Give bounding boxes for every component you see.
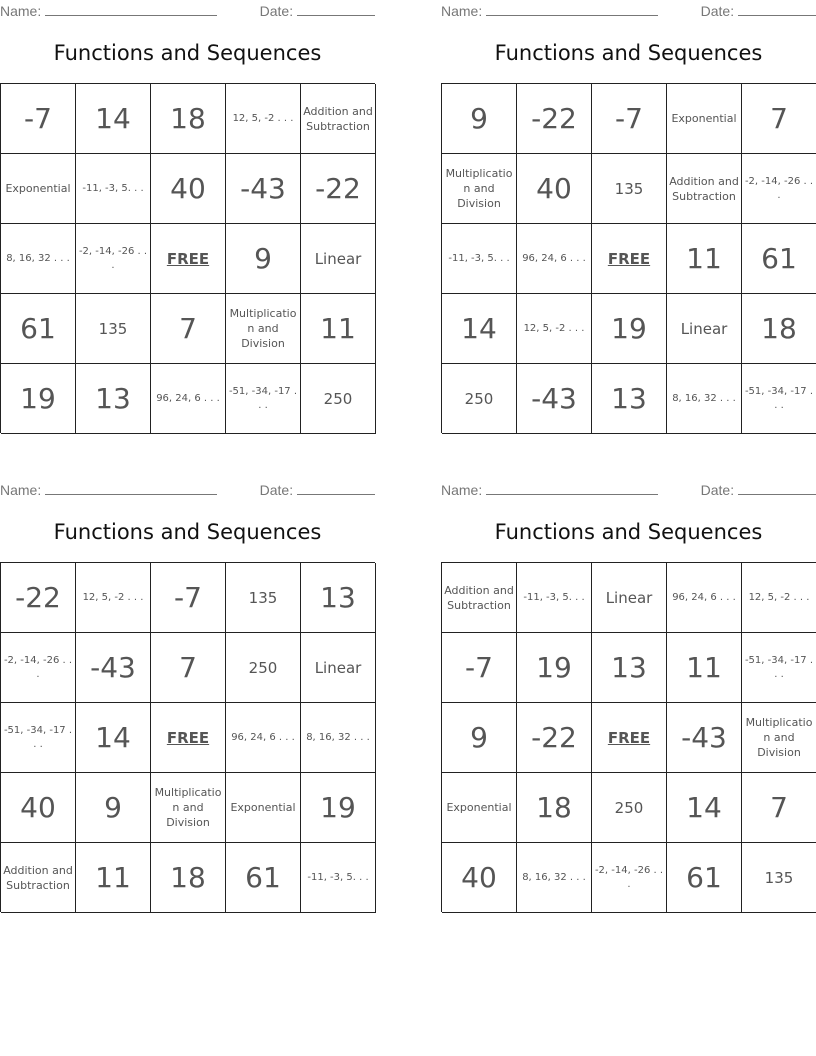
date-blank-line [297, 3, 375, 16]
bingo-card [0, 0, 375, 415]
bingo-cell: 9 [442, 703, 517, 773]
bingo-cell: Addition and Subtraction [442, 563, 517, 633]
bingo-cell: 7 [742, 773, 816, 843]
bingo-cell: -11, -3, 5. . . [76, 154, 151, 224]
name-date-row [441, 0, 816, 22]
date-blank-line [738, 482, 816, 495]
name-field [0, 3, 217, 19]
bingo-cell: Multiplication and Division [442, 154, 517, 224]
date-label: Date: [259, 482, 294, 498]
bingo-grid [0, 562, 375, 912]
bingo-cell: -7 [1, 84, 76, 154]
bingo-card [441, 0, 816, 415]
bingo-cell: -22 [517, 84, 592, 154]
bingo-cell: -7 [442, 633, 517, 703]
bingo-cell: 11 [76, 843, 151, 913]
bingo-cell: -22 [1, 563, 76, 633]
bingo-cell: -7 [592, 84, 667, 154]
bingo-cell: -43 [76, 633, 151, 703]
name-blank-line [45, 3, 217, 16]
bingo-cell: Addition and Subtraction [667, 154, 742, 224]
bingo-cell: 96, 24, 6 . . . [517, 224, 592, 294]
name-blank-line [486, 482, 658, 495]
bingo-cell: Addition and Subtraction [1, 843, 76, 913]
name-field [0, 482, 217, 498]
bingo-cell: -2, -14, -26 . . . [742, 154, 816, 224]
date-field [260, 3, 375, 19]
card-title: Functions and Sequences [53, 41, 322, 65]
bingo-cell: 8, 16, 32 . . . [1, 224, 76, 294]
bingo-cell: -22 [517, 703, 592, 773]
bingo-cell: Linear [301, 224, 376, 294]
bingo-cell: -51, -34, -17 . . . [742, 633, 816, 703]
bingo-cell: 135 [76, 294, 151, 364]
card-title: Functions and Sequences [53, 520, 322, 544]
bingo-cell: -22 [301, 154, 376, 224]
bingo-cell: 250 [592, 773, 667, 843]
bingo-cell: 9 [442, 84, 517, 154]
bingo-cell: -2, -14, -26 . . . [1, 633, 76, 703]
name-label: Name: [441, 3, 483, 19]
name-label: Name: [441, 482, 483, 498]
bingo-grid [0, 83, 375, 433]
bingo-grid [441, 83, 816, 433]
bingo-cell: 11 [667, 224, 742, 294]
free-space-cell: FREE [592, 703, 667, 773]
date-label: Date: [259, 3, 294, 19]
bingo-cell: -11, -3, 5. . . [517, 563, 592, 633]
bingo-cell: 40 [1, 773, 76, 843]
free-space-cell: FREE [592, 224, 667, 294]
bingo-cell: -2, -14, -26 . . . [592, 843, 667, 913]
name-blank-line [45, 482, 217, 495]
bingo-cell: -11, -3, 5. . . [301, 843, 376, 913]
bingo-cell: 13 [592, 633, 667, 703]
bingo-cell: 135 [592, 154, 667, 224]
bingo-cell: 11 [667, 633, 742, 703]
bingo-cell: Exponential [1, 154, 76, 224]
bingo-cell: 18 [517, 773, 592, 843]
name-field [441, 482, 658, 498]
bingo-cell: 7 [742, 84, 816, 154]
bingo-cell: 14 [667, 773, 742, 843]
bingo-card [0, 479, 375, 894]
bingo-cell: 18 [742, 294, 816, 364]
bingo-cell: 7 [151, 633, 226, 703]
name-date-row [0, 0, 375, 22]
date-blank-line [738, 3, 816, 16]
bingo-cell: 7 [151, 294, 226, 364]
bingo-cell: 9 [226, 224, 301, 294]
bingo-cell: 61 [1, 294, 76, 364]
bingo-cell: 250 [442, 364, 517, 434]
date-field [260, 482, 375, 498]
bingo-cell: -43 [517, 364, 592, 434]
bingo-cell: 13 [301, 563, 376, 633]
bingo-cell: 61 [226, 843, 301, 913]
bingo-cell: -51, -34, -17 . . . [226, 364, 301, 434]
bingo-cell: 96, 24, 6 . . . [226, 703, 301, 773]
bingo-cell: Exponential [442, 773, 517, 843]
date-blank-line [297, 482, 375, 495]
bingo-cell: 40 [151, 154, 226, 224]
name-label: Name: [0, 3, 42, 19]
bingo-cell: 19 [517, 633, 592, 703]
bingo-cell: Multiplication and Division [742, 703, 816, 773]
name-blank-line [486, 3, 658, 16]
bingo-cell: 12, 5, -2 . . . [742, 563, 816, 633]
bingo-cell: 14 [76, 84, 151, 154]
bingo-cell: 11 [301, 294, 376, 364]
bingo-cell: 8, 16, 32 . . . [517, 843, 592, 913]
date-field [701, 3, 816, 19]
bingo-cell: 18 [151, 84, 226, 154]
name-date-row [441, 479, 816, 501]
bingo-cell: 40 [517, 154, 592, 224]
card-title: Functions and Sequences [494, 41, 763, 65]
date-label: Date: [700, 3, 735, 19]
bingo-cell: -51, -34, -17 . . . [742, 364, 816, 434]
bingo-cell: Multiplication and Division [151, 773, 226, 843]
bingo-cell: Exponential [226, 773, 301, 843]
bingo-cell: 13 [76, 364, 151, 434]
bingo-cell: 61 [667, 843, 742, 913]
bingo-cell: 14 [76, 703, 151, 773]
bingo-cell: 12, 5, -2 . . . [226, 84, 301, 154]
bingo-cell: 135 [226, 563, 301, 633]
bingo-cell: 96, 24, 6 . . . [151, 364, 226, 434]
bingo-card [441, 479, 816, 894]
bingo-cell: 18 [151, 843, 226, 913]
bingo-grid [441, 562, 816, 912]
bingo-cell: 8, 16, 32 . . . [667, 364, 742, 434]
bingo-cell: -43 [667, 703, 742, 773]
name-field [441, 3, 658, 19]
bingo-cell: 19 [592, 294, 667, 364]
date-label: Date: [700, 482, 735, 498]
bingo-cell: Multiplication and Division [226, 294, 301, 364]
free-space-cell: FREE [151, 703, 226, 773]
bingo-cell: -43 [226, 154, 301, 224]
free-space-cell: FREE [151, 224, 226, 294]
bingo-cell: 96, 24, 6 . . . [667, 563, 742, 633]
name-label: Name: [0, 482, 42, 498]
bingo-cell: 8, 16, 32 . . . [301, 703, 376, 773]
bingo-cell: Linear [592, 563, 667, 633]
bingo-cell: 14 [442, 294, 517, 364]
bingo-cell: -11, -3, 5. . . [442, 224, 517, 294]
bingo-cell: 13 [592, 364, 667, 434]
bingo-cell: 9 [76, 773, 151, 843]
card-title: Functions and Sequences [494, 520, 763, 544]
name-date-row [0, 479, 375, 501]
date-field [701, 482, 816, 498]
bingo-cell: 12, 5, -2 . . . [76, 563, 151, 633]
bingo-cell: Linear [301, 633, 376, 703]
bingo-cell: -2, -14, -26 . . . [76, 224, 151, 294]
bingo-cell: 19 [1, 364, 76, 434]
bingo-cell: Exponential [667, 84, 742, 154]
bingo-cell: -7 [151, 563, 226, 633]
bingo-cell: 19 [301, 773, 376, 843]
bingo-cell: 12, 5, -2 . . . [517, 294, 592, 364]
bingo-cell: 40 [442, 843, 517, 913]
bingo-cell: Addition and Subtraction [301, 84, 376, 154]
bingo-cell: 250 [226, 633, 301, 703]
bingo-cell: 135 [742, 843, 816, 913]
bingo-cell: 61 [742, 224, 816, 294]
bingo-cell: -51, -34, -17 . . . [1, 703, 76, 773]
bingo-cell: Linear [667, 294, 742, 364]
bingo-cell: 250 [301, 364, 376, 434]
